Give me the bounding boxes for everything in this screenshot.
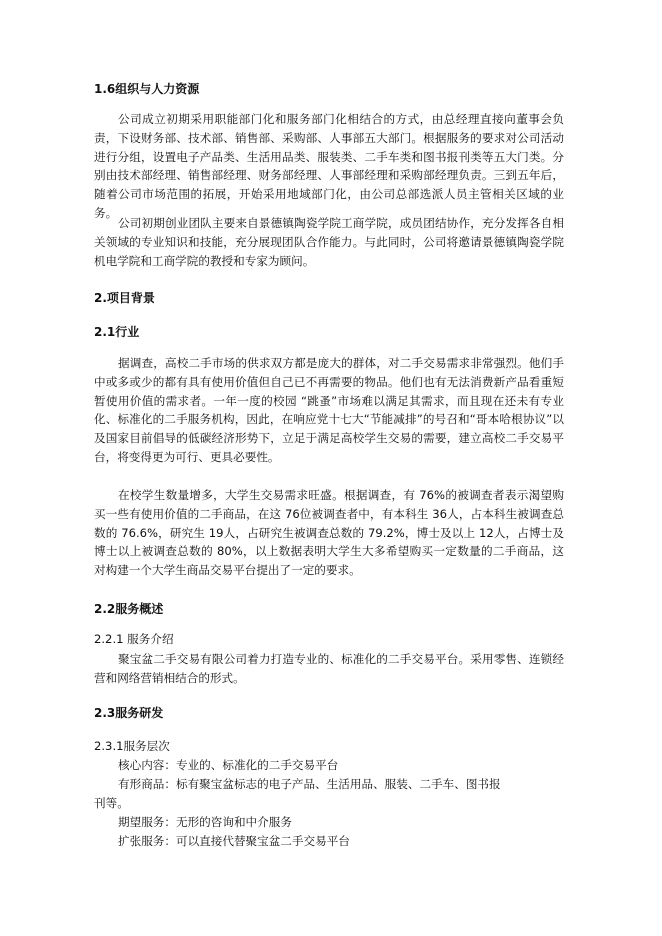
service-expected: 期望服务：无形的咨询和中介服务	[118, 815, 292, 829]
heading-2: 2.项目背景	[94, 291, 155, 305]
paragraph-team: 公司初期创业团队主要来自景德镇陶瓷学院工商学院，成员团结协作，充分发挥各自相关领域的专业知识和技能，充分展现团队合作能力。与此同时，公司将邀请景德镇陶瓷学院机电学院和工商学院的教授和专家为顾问。	[94, 216, 564, 268]
heading-1-6: 1.6组织与人力资源	[94, 82, 200, 96]
service-tangible-cont: 刊等。	[94, 796, 129, 810]
subheading-2-2-1: 2.2.1 服务介绍	[94, 632, 174, 646]
service-extended: 扩张服务：可以直接代替聚宝盆二手交易平台	[118, 834, 350, 848]
paragraph-survey: 在校学生数量增多，大学生交易需求旺盛。根据调查，有 76%的被调查者表示渴望购买一些有使用价值的二手商品，在这 76位被调查者中，有本科生 36人，占本科生被调查总数的 76.6%，研究生 19人，占研究生被调查总数的 79.2%，博士及以上 12人，占博士及博士以上被调查总数的 80%，以上数据表明大学生大多希望购买一定数量的二手商品，这对构建一个大学生商品交易平台提出了一定的要求。	[94, 488, 564, 578]
subheading-2-3-1: 2.3.1服务层次	[94, 739, 170, 753]
service-core: 核心内容：专业的、标准化的二手交易平台	[118, 758, 339, 772]
heading-2-2: 2.2服务概述	[94, 602, 164, 616]
paragraph-industry: 据调查，高校二手市场的供求双方都是庞大的群体，对二手交易需求非常强烈。他们手中或多或少的都有具有使用价值但自己已不再需要的物品。他们也有无法消费新产品看重短暂使用价值的需求者。一年一度的校园 “跳蚤”市场难以满足其需求，而且现在还未有专业化、标准化的二手服务机构，因此，在响应党十七大“节能减排”的号召和“哥本哈根协议”以及国家目前倡导的低碳经济形势下，立足于满足高校学生交易的需要，建立高校二手交易平台，将变得更为可行、更具必要性。	[94, 356, 564, 464]
paragraph-organization: 公司成立初期采用职能部门化和服务部门化相结合的方式，由总经理直接向董事会负责，下设财务部、技术部、销售部、采购部、人事部五大部门。根据服务的要求对公司活动进行分组，设置电子产品类、生活用品类、服装类、二手车类和图书报刊类等五大门类。分别由技术部经理、销售部经理、财务部经理、人事部经理和采购部经理负责。三到五年后，随着公司市场范围的拓展，开始采用地域部门化，由公司总部选派人员主管相关区域的业务。	[94, 112, 564, 220]
service-tangible: 有形商品：标有聚宝盆标志的电子产品、生活用品、服装、二手车、图书报	[118, 777, 501, 791]
paragraph-service-intro: 聚宝盆二手交易有限公司着力打造专业的、标准化的二手交易平台。采用零售、连锁经营和网络营销相结合的形式。	[94, 652, 564, 685]
heading-2-3: 2.3服务研发	[94, 706, 164, 720]
heading-2-1: 2.1行业	[94, 325, 140, 339]
